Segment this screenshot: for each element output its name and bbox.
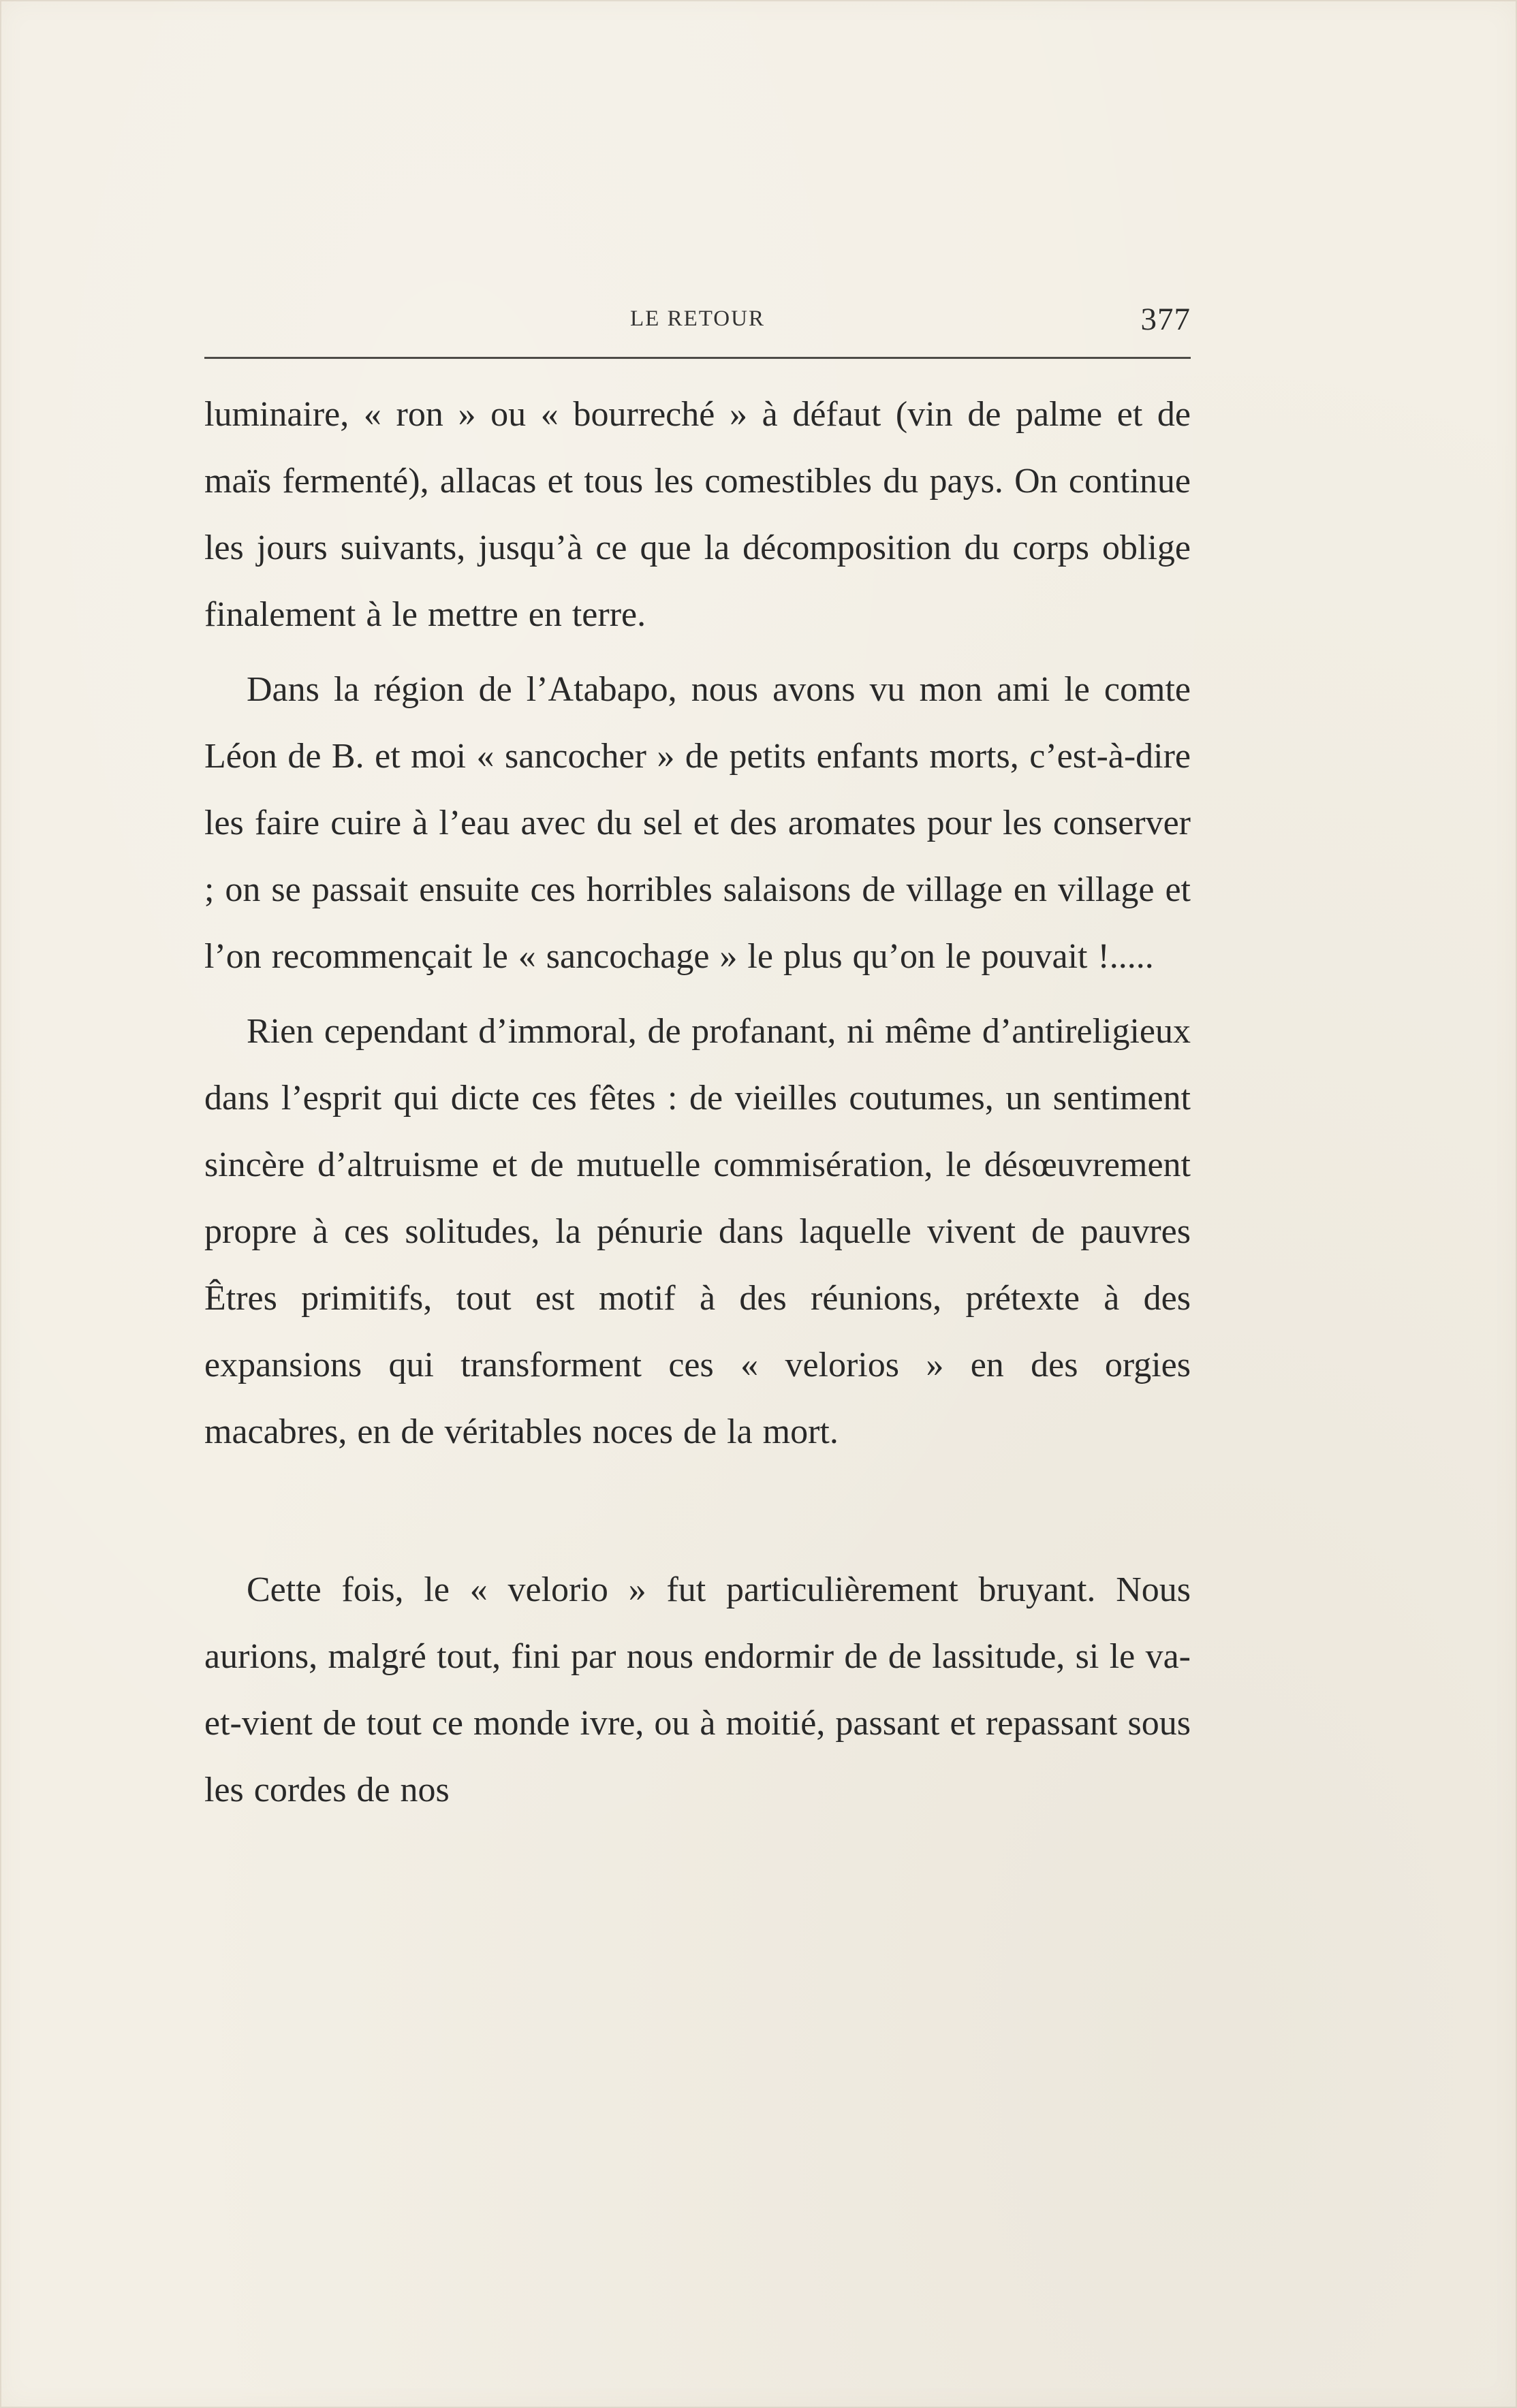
running-title: LE RETOUR xyxy=(630,306,765,331)
paragraph-4: Cette fois, le « velorio » fut particulièrement bruyant. Nous aurions, malgré tout, fini par nous endormir de de lassitude, si le va-et-vient de tout ce monde ivre, ou à moitié, passant et repassant sous les cordes de nos xyxy=(204,1570,1191,1809)
page-header xyxy=(204,301,1191,358)
paragraph-2: Dans la région de l’Atabapo, nous avons vu mon ami le comte Léon de B. et moi « sancocher » de petits enfants morts, c’est-à-dire les faire cuire à l’eau avec du sel et des aromates pour les conserver ; on se passait ensuite ces horribles salaisons de village en village et l’on recommençait le « sancochage » le plus qu’on le pouvait !..... xyxy=(204,670,1191,976)
paragraph-1: luminaire, « ron » ou « bourreché » à défaut (vin de palme et de maïs fermenté), allacas et tous les comestibles du pays. On continue les jours suivants, jusqu’à ce que la décomposition du corps oblige finalement à le mettre en terre. xyxy=(204,395,1191,634)
body-text xyxy=(204,381,1191,1824)
paragraph-3: Rien cependant d’immoral, de profanant, ni même d’antireligieux dans l’esprit qui dicte ces fêtes : de vieilles coutumes, un sentiment sincère d’altruisme et de mutuelle commisération, le désœuvrement propre à ces solitudes, la pénurie dans laquelle vivent de pauvres Êtres primitifs, tout est motif à des réunions, prétexte à des expansions qui transforment ces « velorios » en des orgies macabres, en de véritables noces de la mort. xyxy=(204,1012,1191,1451)
page-number: 377 xyxy=(1140,302,1191,337)
header-rule xyxy=(204,357,1191,359)
